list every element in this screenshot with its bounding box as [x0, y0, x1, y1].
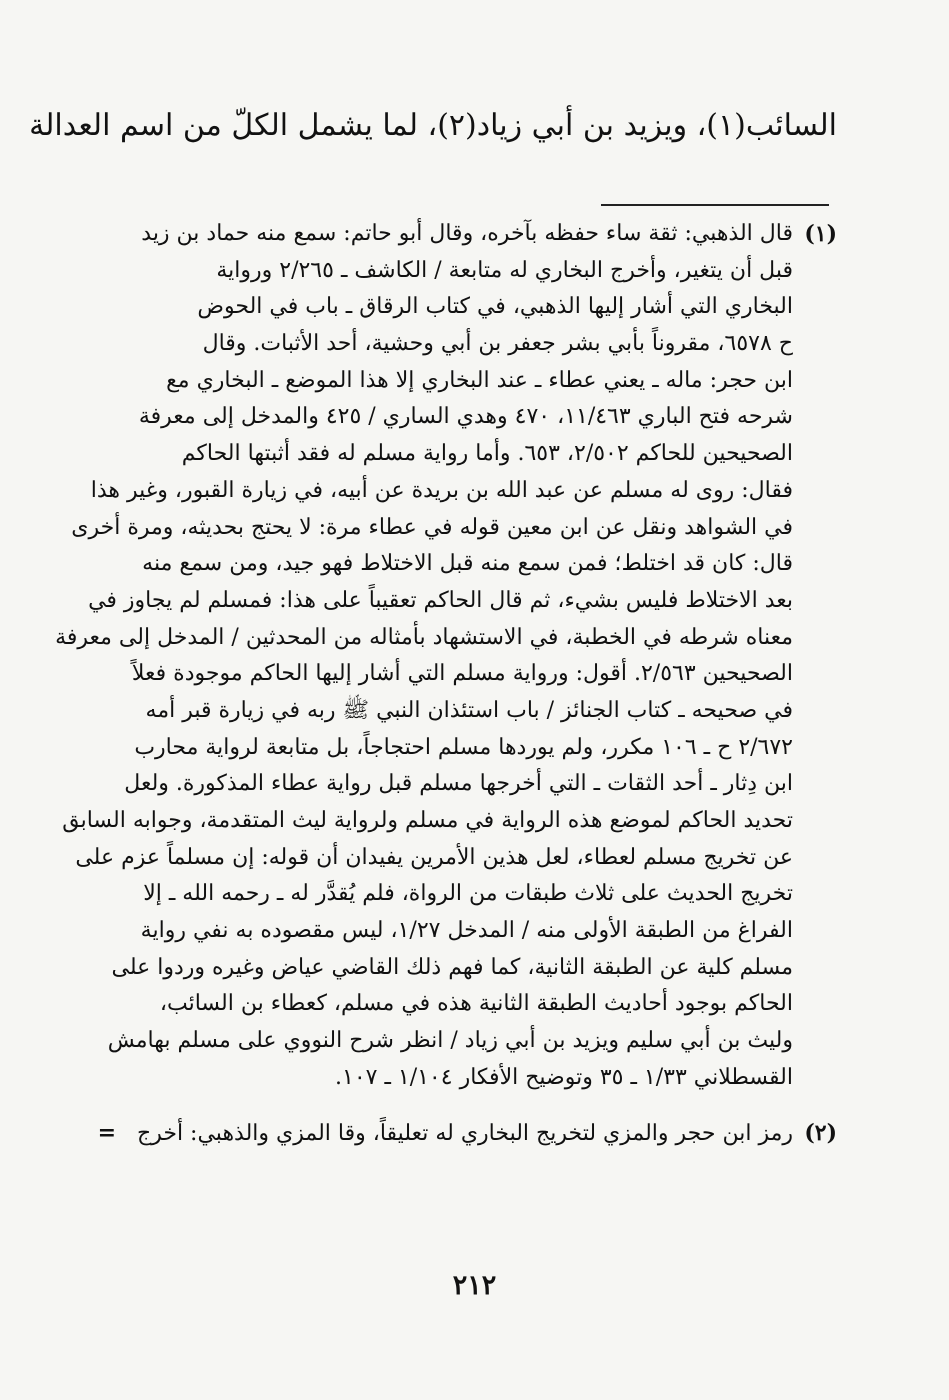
footnote-line: ح ٦٥٧٨، مقروناً بأبي بشر جعفر بن أبي وحشية، أحد الأثبات. وقال: [202, 331, 793, 357]
footnote-number: (٢): [804, 1119, 837, 1146]
footnote-line: شرحه فتح الباري ١١/٤٦٣، ٤٧٠ وهدي الساري / ٤٢٥ والمدخل إلى معرفة: [138, 404, 793, 430]
footnote-line: قال: كان قد اختلط؛ فمن سمع منه قبل الاختلاط فهو جيد، ومن سمع منه: [142, 551, 793, 577]
footnote-line: بعد الاختلاط فليس بشيء، ثم قال الحاكم تعقيباً على هذا: فمسلم لم يجاوز في: [88, 587, 793, 613]
page-number: ٢١٢: [452, 1270, 497, 1301]
footnote-line: ٢/٦٧٢ ح ـ ١٠٦ مكرر، ولم يوردها مسلم احتجاجاً، بل متابعة لرواية محارب: [134, 734, 793, 760]
main-text-line: السائب(١)، ويزيد بن أبي زياد(٢)، لما يشمل الكلّ من اسم العدالة: [29, 108, 837, 143]
footnote-line: ابن دِثار ـ أحد الثقات ـ التي أخرجها مسلم قبل رواية عطاء المذكورة. ولعل: [124, 771, 793, 797]
footnote-number: (١): [804, 221, 837, 247]
footnotes: [55, 216, 837, 1151]
footnote-line: في الشواهد ونقل عن ابن معين قوله في عطاء مرة: لا يحتج بحديثه، ومرة أخرى: [71, 514, 793, 540]
footnote-text: [55, 216, 793, 1097]
footnote-line: معناه شرطه في الخطبة، في الاستشهاد بأمثاله من المحدثين / المدخل إلى معرفة: [55, 624, 793, 650]
footnote-line-text: رمز ابن حجر والمزي لتخريج البخاري له تعليقاً، وقا المزي والذهبي: أخرج: [137, 1120, 793, 1146]
footnote-line: الصحيحين ٢/٥٦٣. أقول: ورواية مسلم التي أشار إليها الحاكم موجودة فعلاً: [131, 661, 793, 687]
footnote-2: [97, 1115, 837, 1152]
footnote-line: في صحيحه ـ كتاب الجنائز / باب استئذان النبي ﷺ ربه في زيارة قبر أمه: [145, 697, 793, 723]
footnote-line: القسطلاني ١/٣٣ ـ ٣٥ وتوضيح الأفكار ١/١٠٤ ـ ١٠٧.: [335, 1064, 793, 1090]
footnote-line: تخريج الحديث على ثلاث طبقات من الرواة، فلم يُقدَّر له ـ رحمه الله ـ إلا: [143, 881, 793, 907]
continuation-mark: =: [97, 1119, 117, 1146]
footnote-line: [97, 1115, 793, 1152]
footnote-line: عن تخريج مسلم لعطاء، لعل هذين الأمرين يفيدان أن قوله: إن مسلماً عزم على: [75, 844, 793, 870]
footnote-line: تحديد الحاكم لموضع هذه الرواية في مسلم ولرواية ليث المتقدمة، وجوابه السابق: [62, 808, 793, 833]
footnote-line: ابن حجر: ماله ـ يعني عطاء ـ عند البخاري إلا هذا الموضع ـ البخاري مع: [166, 367, 793, 393]
footnote-line: مسلم كلية عن الطبقة الثانية، كما فهم ذلك القاضي عياض وغيره وردوا على: [111, 954, 793, 980]
footnote-line: الحاكم بوجود أحاديث الطبقة الثانية هذه في مسلم، كعطاء بن السائب،: [159, 991, 793, 1017]
footnote-separator: [601, 204, 829, 206]
footnote-text: [97, 1115, 793, 1152]
footnote-line: الفراغ من الطبقة الأولى منه / المدخل ١/٢٧، ليس مقصوده به نفي رواية: [140, 918, 793, 944]
footnote-line: البخاري التي أشار إليها الذهبي، في كتاب الرقاق ـ باب في الحوض: [197, 294, 793, 320]
footnote-line: قبل أن يتغير، وأخرج البخاري له متابعة / الكاشف ـ ٢/٢٦٥ ورواية: [216, 257, 793, 283]
footnote-1: [55, 216, 837, 1097]
footnote-line: وليث بن أبي سليم ويزيد بن أبي زياد / انظر شرح النووي على مسلم بهامش: [107, 1028, 793, 1054]
footnote-line: الصحيحين للحاكم ٢/٥٠٢، ٦٥٣. وأما رواية مسلم له فقد أثبتها الحاكم: [181, 441, 793, 467]
footnote-line: قال الذهبي: ثقة ساء حفظه بآخره، وقال أبو حاتم: سمع منه حماد بن زيد: [141, 221, 793, 246]
footnote-line: فقال: روى له مسلم عن عبد الله بن بريدة عن أبيه، في زيارة القبور، وغير هذا: [90, 477, 793, 503]
